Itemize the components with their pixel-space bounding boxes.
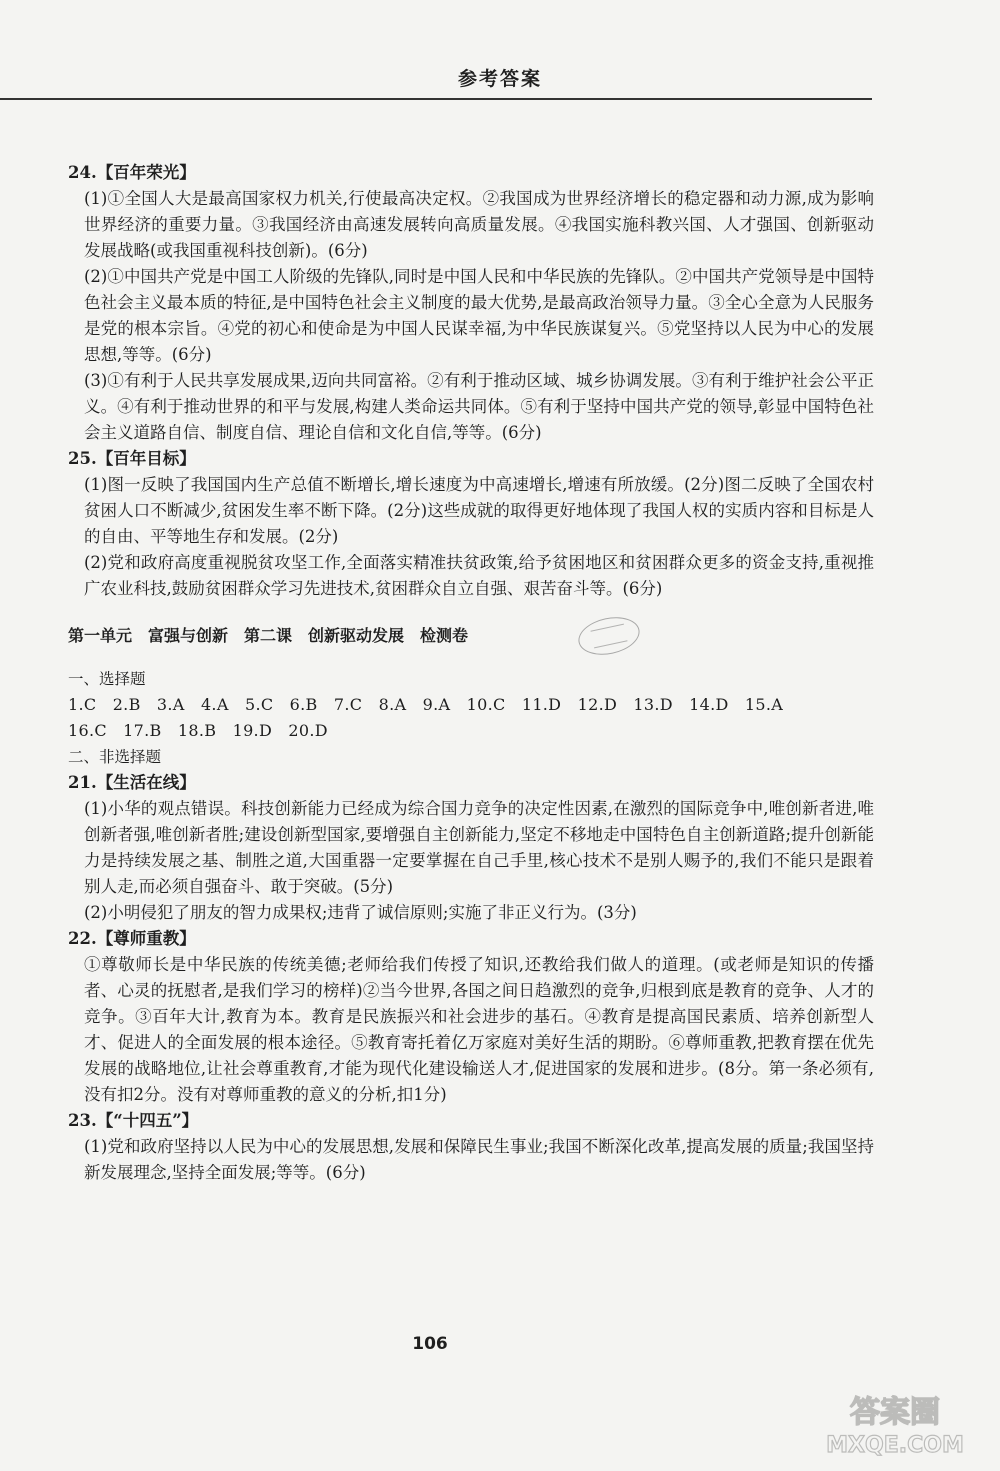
nonchoice-section-label: 二、非选择题 [68,748,162,766]
question-title-25: 25.【百年目标】 [68,449,196,468]
question-title-21: 21.【生活在线】 [68,773,196,792]
watermark-text: MXQE.COM [826,1433,964,1458]
choice-answers-line-1: 1.C 2.B 3.A 4.A 5.C 6.B 7.C 8.A 9.A 10.C 11.D 12.D 13.D 14.D 15.A [68,695,784,714]
answer-paragraph: (2)党和政府高度重视脱贫攻坚工作,全面落实精准扶贫政策,给予贫困地区和贫困群众更多的资金支持,重视推广农业科技,鼓励贫困群众学习先进技术,贫困群众自立自强、艰苦奋斗等。(6分) [84,553,874,598]
question-title-22: 22.【尊师重教】 [68,929,196,948]
svg-text:答案圈: 答案圈 [850,1395,940,1430]
watermark-logo-icon [800,1390,990,1460]
question-title-23: 23.【“十四五”】 [68,1111,199,1130]
page-header [0,62,1000,96]
answer-paragraph: (2)小明侵犯了朋友的智力成果权;违背了诚信原则;实施了非正义行为。(3分) [84,903,637,922]
unit-heading-row [68,614,874,658]
answer-paragraph: (1)图一反映了我国国内生产总值不断增长,增长速度为中高速增长,增速有所放缓。(2分)图二反映了全国农村贫困人口不断减少,贫困发生率不断下降。(2分)这些成就的取得更好地体现了我国人权的实质内容和目标是人的自由、平等地生存和发展。(2分) [84,475,874,546]
header-rule [0,98,872,100]
answer-paragraph: (1)①全国人大是最高国家权力机关,行使最高决定权。②我国成为世界经济增长的稳定器和动力源,成为影响世界经济的重要力量。③我国经济由高速发展转向高质量发展。④我国实施科教兴国、人才强国、创新驱动发展战略(或我国重视科技创新)。(6分) [84,189,874,260]
answer-paragraph: (1)党和政府坚持以人民为中心的发展思想,发展和保障民生事业;我国不断深化改革,提高发展的质量;我国坚持新发展理念,坚持全面发展;等等。(6分) [84,1137,874,1182]
answer-paragraph: (2)①中国共产党是中国工人阶级的先锋队,同时是中国人民和中华民族的先锋队。②中国共产党领导是中国特色社会主义最本质的特征,是中国特色社会主义制度的最大优势,是最高政治领导力量。③全心全意为人民服务是党的根本宗旨。④党的初心和使命是为中国人民谋幸福,为中华民族谋复兴。⑤党坚持以人民为中心的发展思想,等等。(6分) [84,267,874,364]
answer-paragraph: (3)①有利于人民共享发展成果,迈向共同富裕。②有利于推动区域、城乡协调发展。③有利于维护社会公平正义。④有利于推动世界的和平与发展,构建人类命运共同体。⑤有利于坚持中国共产党的领导,彰显中国特色社会主义道路自信、制度自信、理论自信和文化自信,等等。(6分) [84,371,874,442]
unit-title: 第一单元 富强与创新 第二课 创新驱动发展 检测卷 [68,626,469,645]
header-title: 参考答案 [457,68,542,90]
page-number: 106 [412,1334,448,1354]
choice-answers-line-2: 16.C 17.B 18.B 19.D 20.D [68,721,328,740]
choice-section-label: 一、选择题 [68,670,146,688]
stamp-seal-icon [575,612,643,660]
answer-paragraph: ①尊敬师长是中华民族的传统美德;老师给我们传授了知识,还教给我们做人的道理。(或老师是知识的传播者、心灵的抚慰者,是我们学习的榜样)②当今世界,各国之间日趋激烈的竞争,归根到底是教育的竞争、人才的竞争。③百年大计,教育为本。教育是民族振兴和社会进步的基石。④教育是提高国民素质、培养创新型人才、促进人的全面发展的根本途径。⑤教育寄托着亿万家庭对美好生活的期盼。⑥尊师重教,把教育摆在优先发展的战略地位,让社会尊重教育,才能为现代化建设输送人才,促进国家的发展和进步。(8分。第一条必须有,没有扣2分。没有对尊师重教的意义的分析,扣1分) [84,955,875,1104]
answer-content [68,160,874,1186]
question-title-24: 24.【百年荣光】 [68,163,196,182]
answer-paragraph: (1)小华的观点错误。科技创新能力已经成为综合国力竞争的决定性因素,在激烈的国际竞争中,唯创新者进,唯创新者强,唯创新者胜;建设创新型国家,要增强自主创新能力,坚定不移地走中国特色自主创新道路;提升创新能力是持续发展之基、制胜之道,大国重器一定要掌握在自己手里,核心技术不是别人赐予的,我们不能只是跟着别人走,而必须自强奋斗、敢于突破。(5分) [84,799,874,896]
